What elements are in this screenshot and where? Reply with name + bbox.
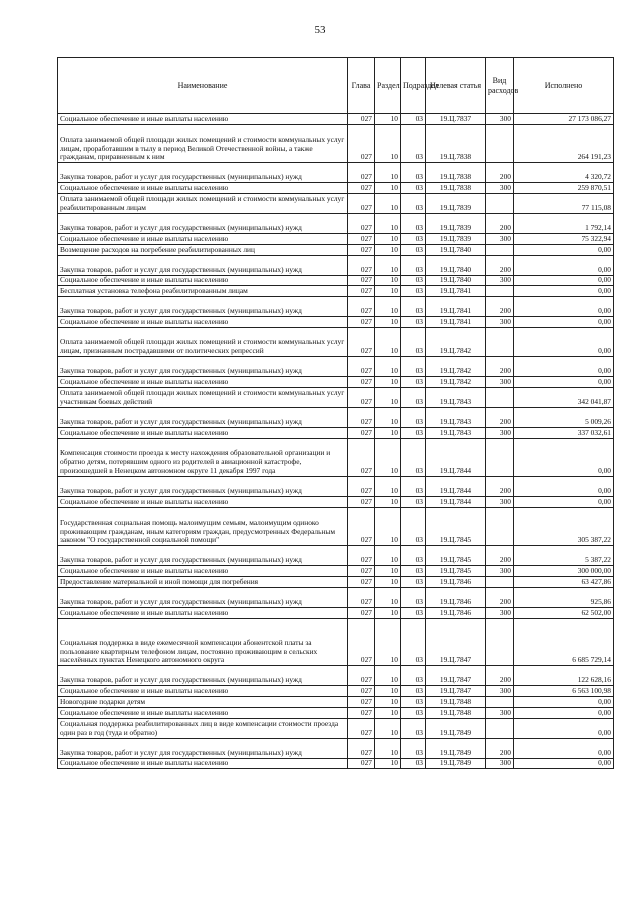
cell-vid: 300 [486, 183, 514, 194]
cell-podrazdel: 03 [401, 507, 426, 546]
cell-vid [486, 618, 514, 666]
table-row [58, 317, 614, 328]
cell-ispolneno: 925,86 [514, 587, 614, 607]
cell-podrazdel: 03 [401, 566, 426, 577]
cell-name: Закупка товаров, работ и услуг для государственных (муниципальных) нужд [58, 666, 348, 686]
cell-celevaya: 19.Ц.7840 [426, 275, 486, 286]
cell-celevaya: 19.Ц.7842 [426, 357, 486, 377]
cell-vid [486, 718, 514, 738]
page-number: 53 [314, 24, 326, 36]
cell-podrazdel: 03 [401, 438, 426, 477]
cell-razdel: 10 [375, 697, 401, 708]
cell-razdel: 10 [375, 707, 401, 718]
cell-celevaya: 19.Ц.7837 [426, 114, 486, 125]
cell-ispolneno: 300 000,00 [514, 566, 614, 577]
cell-podrazdel: 03 [401, 697, 426, 708]
table-row [58, 666, 614, 686]
table-row [58, 357, 614, 377]
cell-vid [486, 507, 514, 546]
cell-glava: 027 [348, 244, 375, 255]
cell-vid [486, 124, 514, 163]
cell-vid [486, 286, 514, 297]
cell-name: Закупка товаров, работ и услуг для государственных (муниципальных) нужд [58, 297, 348, 317]
cell-razdel: 10 [375, 327, 401, 356]
cell-razdel: 10 [375, 407, 401, 427]
table-row [58, 477, 614, 497]
cell-razdel: 10 [375, 718, 401, 738]
cell-glava: 027 [348, 407, 375, 427]
cell-razdel: 10 [375, 114, 401, 125]
table-header [58, 58, 614, 114]
cell-glava: 027 [348, 357, 375, 377]
cell-celevaya: 19.Ц.7846 [426, 577, 486, 588]
cell-ispolneno: 77 115,08 [514, 194, 614, 214]
cell-vid [486, 577, 514, 588]
cell-glava: 027 [348, 546, 375, 566]
cell-glava: 027 [348, 497, 375, 508]
cell-glava: 027 [348, 577, 375, 588]
cell-vid: 300 [486, 758, 514, 769]
cell-podrazdel: 03 [401, 546, 426, 566]
cell-razdel: 10 [375, 507, 401, 546]
cell-name: Социальное обеспечение и иные выплаты населению [58, 234, 348, 245]
cell-razdel: 10 [375, 297, 401, 317]
cell-glava: 027 [348, 297, 375, 317]
cell-ispolneno: 0,00 [514, 317, 614, 328]
cell-name: Оплата занимаемой общей площади жилых помещений и стоимости коммунальных услуг лицам, проработавшим в тылу в период Великой Отечественной войны, а также гражданам, приравненным к ним [58, 124, 348, 163]
table-row [58, 244, 614, 255]
cell-razdel: 10 [375, 618, 401, 666]
cell-podrazdel: 03 [401, 718, 426, 738]
cell-glava: 027 [348, 477, 375, 497]
cell-razdel: 10 [375, 587, 401, 607]
header-ispolneno: Исполнено [514, 58, 614, 114]
cell-glava: 027 [348, 286, 375, 297]
cell-celevaya: 19.Ц.7842 [426, 327, 486, 356]
table-row [58, 618, 614, 666]
cell-name: Социальное обеспечение и иные выплаты населению [58, 707, 348, 718]
cell-podrazdel: 03 [401, 297, 426, 317]
table-row [58, 124, 614, 163]
cell-name: Закупка товаров, работ и услуг для государственных (муниципальных) нужд [58, 214, 348, 234]
table-row [58, 507, 614, 546]
cell-podrazdel: 03 [401, 686, 426, 697]
table-row [58, 718, 614, 738]
cell-vid: 300 [486, 275, 514, 286]
header-vid: Вид расходов [486, 58, 514, 114]
cell-glava: 027 [348, 377, 375, 388]
cell-celevaya: 19.Ц.7844 [426, 477, 486, 497]
cell-ispolneno: 0,00 [514, 718, 614, 738]
cell-celevaya: 19.Ц.7848 [426, 697, 486, 708]
cell-podrazdel: 03 [401, 234, 426, 245]
cell-glava: 027 [348, 566, 375, 577]
cell-celevaya: 19.Ц.7838 [426, 124, 486, 163]
cell-ispolneno: 0,00 [514, 758, 614, 769]
cell-vid: 300 [486, 234, 514, 245]
cell-ispolneno: 0,00 [514, 438, 614, 477]
cell-vid: 300 [486, 686, 514, 697]
table-row [58, 255, 614, 275]
table-row [58, 566, 614, 577]
cell-name: Социальное обеспечение и иные выплаты населению [58, 497, 348, 508]
cell-podrazdel: 03 [401, 214, 426, 234]
cell-glava: 027 [348, 124, 375, 163]
cell-razdel: 10 [375, 686, 401, 697]
cell-podrazdel: 03 [401, 758, 426, 769]
header-glava: Глава [348, 58, 375, 114]
cell-razdel: 10 [375, 497, 401, 508]
cell-celevaya: 19.Ц.7840 [426, 244, 486, 255]
table-body [58, 114, 614, 769]
cell-glava: 027 [348, 707, 375, 718]
cell-celevaya: 19.Ц.7846 [426, 607, 486, 618]
cell-ispolneno: 264 191,23 [514, 124, 614, 163]
cell-razdel: 10 [375, 546, 401, 566]
cell-podrazdel: 03 [401, 327, 426, 356]
table-row [58, 546, 614, 566]
header-name: Наименование [58, 58, 348, 114]
cell-name: Социальная поддержка в виде ежемесячной компенсации абонентской платы за пользование квартирным телефоном лицам, постоянно проживающим в сельских населённых пунктах Ненецкого автономного округа [58, 618, 348, 666]
cell-vid [486, 387, 514, 407]
cell-name: Новогодние подарки детям [58, 697, 348, 708]
cell-glava: 027 [348, 234, 375, 245]
table-row [58, 327, 614, 356]
table-row [58, 377, 614, 388]
cell-ispolneno: 0,00 [514, 497, 614, 508]
cell-ispolneno: 337 032,61 [514, 427, 614, 438]
cell-ispolneno: 0,00 [514, 327, 614, 356]
cell-celevaya: 19.Ц.7849 [426, 758, 486, 769]
cell-name: Социальная поддержка реабилитированных лиц в виде компенсации стоимости проезда один раз в год (туда и обратно) [58, 718, 348, 738]
cell-vid: 200 [486, 407, 514, 427]
cell-glava: 027 [348, 758, 375, 769]
cell-vid: 200 [486, 297, 514, 317]
cell-celevaya: 19.Ц.7846 [426, 587, 486, 607]
cell-razdel: 10 [375, 377, 401, 388]
table-row [58, 407, 614, 427]
cell-ispolneno: 122 628,16 [514, 666, 614, 686]
cell-celevaya: 19.Ц.7847 [426, 618, 486, 666]
table-row [58, 697, 614, 708]
cell-glava: 027 [348, 738, 375, 758]
cell-podrazdel: 03 [401, 607, 426, 618]
table-row [58, 707, 614, 718]
cell-celevaya: 19.Ц.7845 [426, 566, 486, 577]
budget-table [57, 57, 614, 769]
cell-name: Оплата занимаемой общей площади жилых помещений и стоимости коммунальных услуг участникам боевых действий [58, 387, 348, 407]
cell-podrazdel: 03 [401, 497, 426, 508]
cell-vid [486, 697, 514, 708]
cell-celevaya: 19.Ц.7849 [426, 718, 486, 738]
cell-podrazdel: 03 [401, 666, 426, 686]
cell-razdel: 10 [375, 738, 401, 758]
cell-podrazdel: 03 [401, 357, 426, 377]
cell-vid: 300 [486, 566, 514, 577]
cell-celevaya: 19.Ц.7838 [426, 163, 486, 183]
table-row [58, 234, 614, 245]
cell-podrazdel: 03 [401, 387, 426, 407]
cell-celevaya: 19.Ц.7848 [426, 707, 486, 718]
cell-name: Закупка товаров, работ и услуг для государственных (муниципальных) нужд [58, 163, 348, 183]
cell-razdel: 10 [375, 427, 401, 438]
cell-celevaya: 19.Ц.7847 [426, 666, 486, 686]
table-row [58, 387, 614, 407]
cell-glava: 027 [348, 163, 375, 183]
cell-celevaya: 19.Ц.7841 [426, 317, 486, 328]
cell-podrazdel: 03 [401, 317, 426, 328]
cell-vid: 300 [486, 607, 514, 618]
cell-vid [486, 244, 514, 255]
cell-celevaya: 19.Ц.7839 [426, 234, 486, 245]
table-row [58, 758, 614, 769]
cell-podrazdel: 03 [401, 738, 426, 758]
cell-ispolneno: 0,00 [514, 286, 614, 297]
cell-podrazdel: 03 [401, 477, 426, 497]
cell-celevaya: 19.Ц.7843 [426, 407, 486, 427]
cell-ispolneno: 0,00 [514, 297, 614, 317]
cell-celevaya: 19.Ц.7842 [426, 377, 486, 388]
cell-glava: 027 [348, 718, 375, 738]
cell-vid: 300 [486, 377, 514, 388]
cell-razdel: 10 [375, 387, 401, 407]
cell-vid [486, 327, 514, 356]
cell-name: Закупка товаров, работ и услуг для государственных (муниципальных) нужд [58, 546, 348, 566]
cell-podrazdel: 03 [401, 707, 426, 718]
cell-ispolneno: 0,00 [514, 255, 614, 275]
cell-podrazdel: 03 [401, 427, 426, 438]
cell-vid: 300 [486, 114, 514, 125]
cell-ispolneno: 0,00 [514, 377, 614, 388]
cell-name: Социальное обеспечение и иные выплаты населению [58, 114, 348, 125]
cell-vid: 200 [486, 357, 514, 377]
header-razdel: Раздел [375, 58, 401, 114]
cell-celevaya: 19.Ц.7849 [426, 738, 486, 758]
cell-ispolneno: 342 041,87 [514, 387, 614, 407]
cell-name: Социальное обеспечение и иные выплаты населению [58, 183, 348, 194]
cell-glava: 027 [348, 194, 375, 214]
cell-podrazdel: 03 [401, 183, 426, 194]
cell-ispolneno: 5 387,22 [514, 546, 614, 566]
cell-ispolneno: 305 387,22 [514, 507, 614, 546]
cell-vid: 200 [486, 666, 514, 686]
cell-name: Закупка товаров, работ и услуг для государственных (муниципальных) нужд [58, 738, 348, 758]
cell-ispolneno: 0,00 [514, 738, 614, 758]
table-row [58, 738, 614, 758]
cell-celevaya: 19.Ц.7844 [426, 438, 486, 477]
table-row [58, 497, 614, 508]
cell-ispolneno: 4 320,72 [514, 163, 614, 183]
cell-podrazdel: 03 [401, 163, 426, 183]
cell-glava: 027 [348, 255, 375, 275]
cell-ispolneno: 27 173 086,27 [514, 114, 614, 125]
table-row [58, 275, 614, 286]
cell-ispolneno: 0,00 [514, 357, 614, 377]
cell-celevaya: 19.Ц.7843 [426, 427, 486, 438]
table-row [58, 183, 614, 194]
cell-glava: 027 [348, 387, 375, 407]
cell-glava: 027 [348, 607, 375, 618]
cell-razdel: 10 [375, 163, 401, 183]
cell-podrazdel: 03 [401, 275, 426, 286]
cell-glava: 027 [348, 438, 375, 477]
cell-ispolneno: 75 322,94 [514, 234, 614, 245]
cell-ispolneno: 6 685 729,14 [514, 618, 614, 666]
cell-razdel: 10 [375, 255, 401, 275]
cell-name: Социальное обеспечение и иные выплаты населению [58, 377, 348, 388]
cell-glava: 027 [348, 317, 375, 328]
cell-ispolneno: 1 792,14 [514, 214, 614, 234]
table-row [58, 587, 614, 607]
cell-celevaya: 19.Ц.7841 [426, 286, 486, 297]
cell-celevaya: 19.Ц.7844 [426, 497, 486, 508]
table-row [58, 114, 614, 125]
header-celevaya: Целевая статья [426, 58, 486, 114]
cell-vid: 200 [486, 546, 514, 566]
cell-name: Социальное обеспечение и иные выплаты населению [58, 607, 348, 618]
cell-razdel: 10 [375, 666, 401, 686]
cell-podrazdel: 03 [401, 124, 426, 163]
cell-ispolneno: 62 502,00 [514, 607, 614, 618]
cell-name: Закупка товаров, работ и услуг для государственных (муниципальных) нужд [58, 255, 348, 275]
cell-name: Предоставление материальной и иной помощи для погребения [58, 577, 348, 588]
cell-razdel: 10 [375, 214, 401, 234]
cell-glava: 027 [348, 587, 375, 607]
cell-vid [486, 194, 514, 214]
cell-celevaya: 19.Ц.7841 [426, 297, 486, 317]
cell-ispolneno: 63 427,86 [514, 577, 614, 588]
cell-glava: 027 [348, 275, 375, 286]
cell-name: Государственная социальная помощь малоимущим семьям, малоимущим одиноко проживающим гражданам, иным категориям граждан, предусмотренных Федеральным законом "О государственной социальной помощи" [58, 507, 348, 546]
cell-podrazdel: 03 [401, 377, 426, 388]
cell-celevaya: 19.Ц.7839 [426, 194, 486, 214]
cell-vid: 300 [486, 497, 514, 508]
table-row [58, 297, 614, 317]
cell-razdel: 10 [375, 275, 401, 286]
table-row [58, 607, 614, 618]
cell-vid: 200 [486, 214, 514, 234]
cell-name: Социальное обеспечение и иные выплаты населению [58, 566, 348, 577]
table-row [58, 427, 614, 438]
cell-glava: 027 [348, 697, 375, 708]
cell-podrazdel: 03 [401, 577, 426, 588]
cell-podrazdel: 03 [401, 618, 426, 666]
cell-razdel: 10 [375, 194, 401, 214]
cell-name: Социальное обеспечение и иные выплаты населению [58, 686, 348, 697]
cell-razdel: 10 [375, 566, 401, 577]
cell-razdel: 10 [375, 577, 401, 588]
table-row [58, 163, 614, 183]
cell-vid: 200 [486, 738, 514, 758]
table-row [58, 577, 614, 588]
cell-name: Закупка товаров, работ и услуг для государственных (муниципальных) нужд [58, 477, 348, 497]
cell-celevaya: 19.Ц.7845 [426, 507, 486, 546]
cell-razdel: 10 [375, 357, 401, 377]
cell-vid: 200 [486, 255, 514, 275]
cell-celevaya: 19.Ц.7845 [426, 546, 486, 566]
cell-name: Бесплатная установка телефона реабилитированным лицам [58, 286, 348, 297]
cell-ispolneno: 6 563 100,98 [514, 686, 614, 697]
cell-podrazdel: 03 [401, 114, 426, 125]
cell-glava: 027 [348, 427, 375, 438]
table-row [58, 438, 614, 477]
cell-razdel: 10 [375, 244, 401, 255]
cell-ispolneno: 0,00 [514, 477, 614, 497]
cell-vid [486, 438, 514, 477]
table-row [58, 214, 614, 234]
cell-razdel: 10 [375, 234, 401, 245]
cell-celevaya: 19.Ц.7839 [426, 214, 486, 234]
cell-celevaya: 19.Ц.7847 [426, 686, 486, 697]
cell-podrazdel: 03 [401, 587, 426, 607]
cell-glava: 027 [348, 618, 375, 666]
cell-podrazdel: 03 [401, 244, 426, 255]
table-row [58, 686, 614, 697]
cell-vid: 300 [486, 427, 514, 438]
cell-razdel: 10 [375, 477, 401, 497]
cell-razdel: 10 [375, 317, 401, 328]
cell-podrazdel: 03 [401, 255, 426, 275]
cell-ispolneno: 0,00 [514, 244, 614, 255]
cell-glava: 027 [348, 183, 375, 194]
cell-name: Закупка товаров, работ и услуг для государственных (муниципальных) нужд [58, 587, 348, 607]
cell-glava: 027 [348, 507, 375, 546]
cell-celevaya: 19.Ц.7838 [426, 183, 486, 194]
cell-glava: 027 [348, 214, 375, 234]
cell-glava: 027 [348, 686, 375, 697]
cell-razdel: 10 [375, 286, 401, 297]
cell-celevaya: 19.Ц.7843 [426, 387, 486, 407]
cell-podrazdel: 03 [401, 286, 426, 297]
cell-razdel: 10 [375, 183, 401, 194]
cell-vid: 300 [486, 707, 514, 718]
cell-glava: 027 [348, 666, 375, 686]
cell-vid: 200 [486, 587, 514, 607]
cell-razdel: 10 [375, 607, 401, 618]
cell-podrazdel: 03 [401, 194, 426, 214]
cell-ispolneno: 5 009,26 [514, 407, 614, 427]
cell-name: Оплата занимаемой общей площади жилых помещений и стоимости коммунальных услуг лицам, признанным пострадавшими от политических репрессий [58, 327, 348, 356]
cell-razdel: 10 [375, 758, 401, 769]
cell-glava: 027 [348, 114, 375, 125]
cell-razdel: 10 [375, 124, 401, 163]
cell-celevaya: 19.Ц.7840 [426, 255, 486, 275]
cell-ispolneno: 0,00 [514, 697, 614, 708]
cell-name: Закупка товаров, работ и услуг для государственных (муниципальных) нужд [58, 407, 348, 427]
cell-name: Социальное обеспечение и иные выплаты населению [58, 275, 348, 286]
cell-ispolneno: 259 870,51 [514, 183, 614, 194]
cell-razdel: 10 [375, 438, 401, 477]
cell-name: Социальное обеспечение и иные выплаты населению [58, 427, 348, 438]
cell-name: Социальное обеспечение и иные выплаты населению [58, 317, 348, 328]
cell-vid: 200 [486, 163, 514, 183]
cell-name: Социальное обеспечение и иные выплаты населению [58, 758, 348, 769]
cell-name: Возмещение расходов на погребение реабилитированных лиц [58, 244, 348, 255]
header-podrazdel: Подраздел [401, 58, 426, 114]
cell-vid: 300 [486, 317, 514, 328]
cell-vid: 200 [486, 477, 514, 497]
cell-podrazdel: 03 [401, 407, 426, 427]
table-row [58, 286, 614, 297]
table-row [58, 194, 614, 214]
cell-ispolneno: 0,00 [514, 275, 614, 286]
cell-name: Закупка товаров, работ и услуг для государственных (муниципальных) нужд [58, 357, 348, 377]
cell-ispolneno: 0,00 [514, 707, 614, 718]
cell-glava: 027 [348, 327, 375, 356]
cell-name: Компенсация стоимости проезда к месту нахождения образовательной организации и обратно детям, потерявшим одного из родителей в авиационной катастрофе, произошедшей в Ненецком автономном округе 11 декабря 1997 года [58, 438, 348, 477]
cell-name: Оплата занимаемой общей площади жилых помещений и стоимости коммунальных услуг реабилитированным лицам [58, 194, 348, 214]
